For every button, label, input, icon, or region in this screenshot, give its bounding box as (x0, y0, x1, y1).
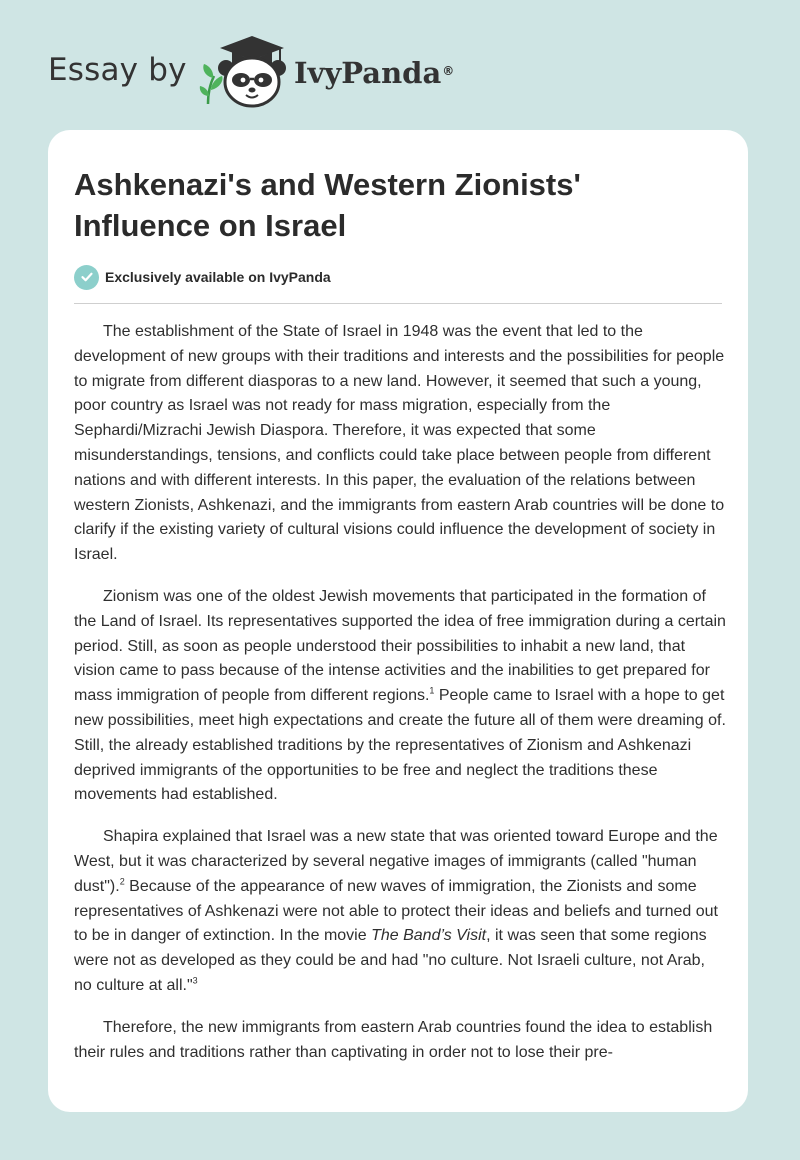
registered-mark: ® (442, 64, 455, 78)
essay-title: Ashkenazi's and Western Zionists' Influence on Israel (74, 167, 581, 243)
paragraph-3: Shapira explained that Israel was a new state that was oriented toward Europe and the West, but it was characterized by several negative images of immigrants (called "human dust").$^2$ Because of the appearance of new waves of immigration, the Zionists and some representatives of Ashkenazi were not able to protect their ideas and beliefs and turned out to be in danger of extinction. In the movie The Band’s Visit, it was seen that some regions were not as developed as they could be and had "no culture. Not Israeli culture, not Arab, no culture at all."$^3$ (74, 828, 718, 994)
footnote-ref-2[interactable]: 2 (119, 876, 125, 887)
badge-text: Exclusively available on IvyPanda (105, 269, 331, 285)
paragraph-4: Therefore, the new immigrants from eastern Arab countries found the idea to establish their rules and traditions rather than captivating in order not to lose their pre- (74, 1018, 713, 1061)
essay-body (74, 320, 726, 1082)
brand-prefix: Essay by (48, 52, 187, 88)
check-circle-icon (74, 265, 99, 290)
paragraph-2: Zionism was one of the oldest Jewish movements that participated in the formation of the Land of Israel. Its representatives supported the idea of free immigration during a certain period. Still, as soon as people understood their possibilities to inhabit a new land, that vision came to pass because of the intense activities and the inabilities to get prepared for mass immigration of people from different regions.$^1$ People came to Israel with a hope to get new possibilities, meet high expectations and create the future all of them were dreaming of. Still, the already established traditions by the representatives of Zionism and Ashkenazi deprived immigrants of the opportunities to be free and neglect the traditions these movements had established. (74, 587, 726, 804)
panda-graduate-icon[interactable] (198, 34, 290, 110)
footnote-ref-1[interactable]: 1 (429, 685, 435, 696)
movie-title: The Band’s Visit (371, 927, 487, 945)
exclusive-badge (74, 264, 331, 290)
essay-card (48, 130, 748, 1112)
footnote-ref-3[interactable]: 3 (192, 975, 198, 986)
divider (74, 303, 722, 304)
paragraph-1: The establishment of the State of Israel in 1948 was the event that led to the development of new groups with their traditions and interests and the possibilities for people to migrate from different diasporas to a new land. However, it seemed that such a young, poor country as Israel was not ready for mass migration, especially from the Sephardi/Mizrachi Jewish Diaspora. Therefore, it was expected that some misunderstandings, tensions, and conflicts could take place between people from different nations and with different interests. In this paper, the evaluation of the relations between western Zionists, Ashkenazi, and the immigrants from eastern Arab countries will be done to clarify if the existing variety of cultural visions could influence the development of society in Israel. (74, 323, 725, 564)
brand-name[interactable]: IvyPanda® (294, 56, 455, 90)
site-header (0, 0, 800, 120)
